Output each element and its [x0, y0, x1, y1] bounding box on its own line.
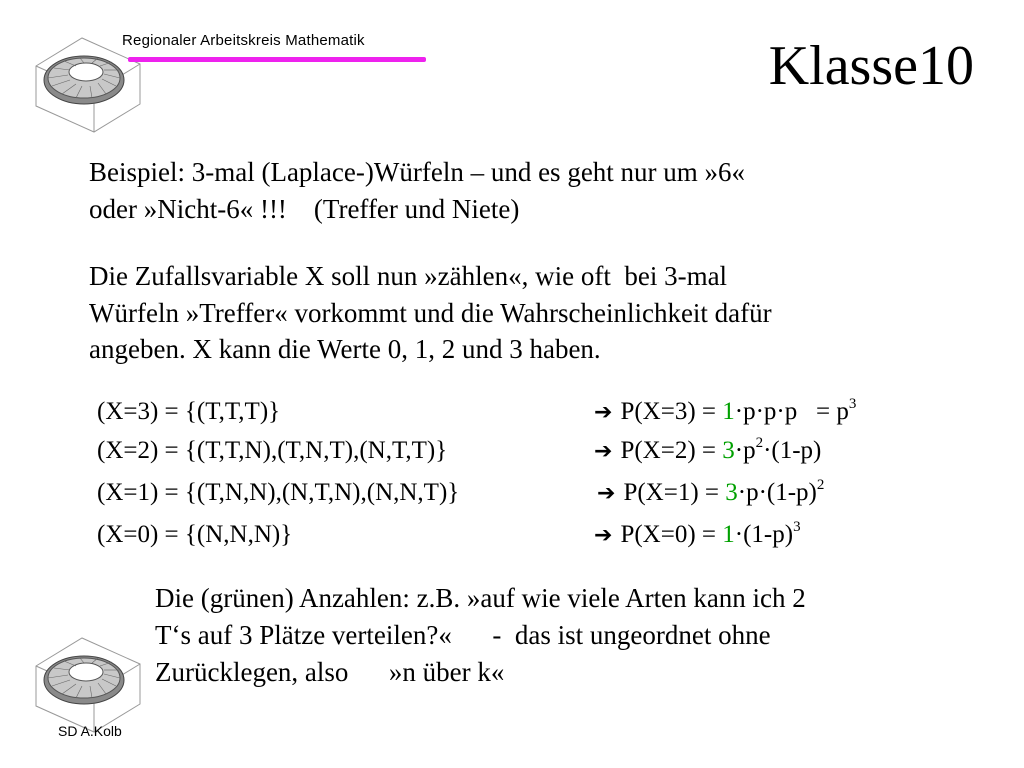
page-title: Klasse10: [768, 35, 974, 97]
probability-expression: [594, 394, 856, 431]
probability-term: ·(1-p): [734, 521, 794, 548]
right-arrow-icon: ➔: [594, 400, 613, 425]
probability-expression: [597, 475, 824, 512]
torus-logo-icon: [28, 628, 146, 738]
coefficient: 3: [722, 437, 735, 464]
probability-label: P(X=1) =: [623, 479, 726, 506]
probability-term: ·p: [734, 437, 756, 464]
equation-row: [97, 433, 997, 469]
exponent: 3: [793, 519, 801, 535]
coefficient: 1: [722, 521, 735, 548]
event-set: (X=3) = {(T,T,T)}: [97, 398, 281, 425]
equation-row: [97, 475, 997, 511]
exponent: 3: [848, 396, 857, 412]
description-paragraph: [89, 258, 989, 368]
probability-expression: [594, 433, 821, 470]
equation-row: [97, 517, 997, 553]
intro-paragraph: [89, 154, 969, 227]
accent-underline: [128, 57, 426, 62]
intro-line-2: oder »Nicht-6« !!! (Treffer und Niete): [89, 193, 520, 224]
right-arrow-icon: ➔: [594, 523, 613, 548]
coefficient: 1: [722, 398, 735, 425]
description-line-1: Die Zufallsvariable X soll nun »zählen«, wie oft bei 3-mal: [89, 261, 728, 291]
probability-label: P(X=3) =: [620, 398, 723, 425]
probability-term: ·p·p·p = p: [734, 398, 849, 425]
coefficient: 3: [725, 479, 738, 506]
equation-row: [97, 394, 997, 430]
description-line-3: angeben. X kann die Werte 0, 1, 2 und 3 haben.: [89, 334, 601, 365]
probability-term: ·p·(1-p): [737, 479, 817, 506]
conclusion-line-1: Die (grünen) Anzahlen: z.B. »auf wie viele Arten kann ich 2: [155, 583, 806, 613]
probability-expression: [594, 517, 801, 554]
event-set: (X=1) = {(T,N,N),(N,T,N),(N,N,T)}: [97, 479, 460, 506]
probability-label: P(X=0) =: [620, 521, 723, 548]
probability-label: P(X=2) =: [620, 437, 723, 464]
conclusion-paragraph: [155, 580, 995, 691]
author-credit: SD A.Kolb: [58, 723, 122, 739]
exponent: 2: [816, 477, 825, 493]
description-line-2: Würfeln »Treffer« vorkommt und die Wahrscheinlichkeit dafür: [89, 297, 772, 328]
organization-name: Regionaler Arbeitskreis Mathematik: [122, 32, 365, 49]
conclusion-line-2: T‘s auf 3 Plätze verteilen?« - das ist ungeordnet ohne: [155, 619, 771, 650]
conclusion-line-3: Zurücklegen, also »n über k«: [155, 656, 505, 687]
event-set: (X=2) = {(T,T,N),(T,N,T),(N,T,T)}: [97, 437, 448, 464]
right-arrow-icon: ➔: [597, 481, 616, 506]
intro-line-1: Beispiel: 3-mal (Laplace-)Würfeln – und es geht nur um »6«: [89, 157, 746, 187]
right-arrow-icon: ➔: [594, 439, 613, 464]
probability-tail: ·(1-p): [763, 437, 822, 464]
exponent: 2: [755, 435, 764, 451]
event-set: (X=0) = {(N,N,N)}: [97, 521, 293, 548]
